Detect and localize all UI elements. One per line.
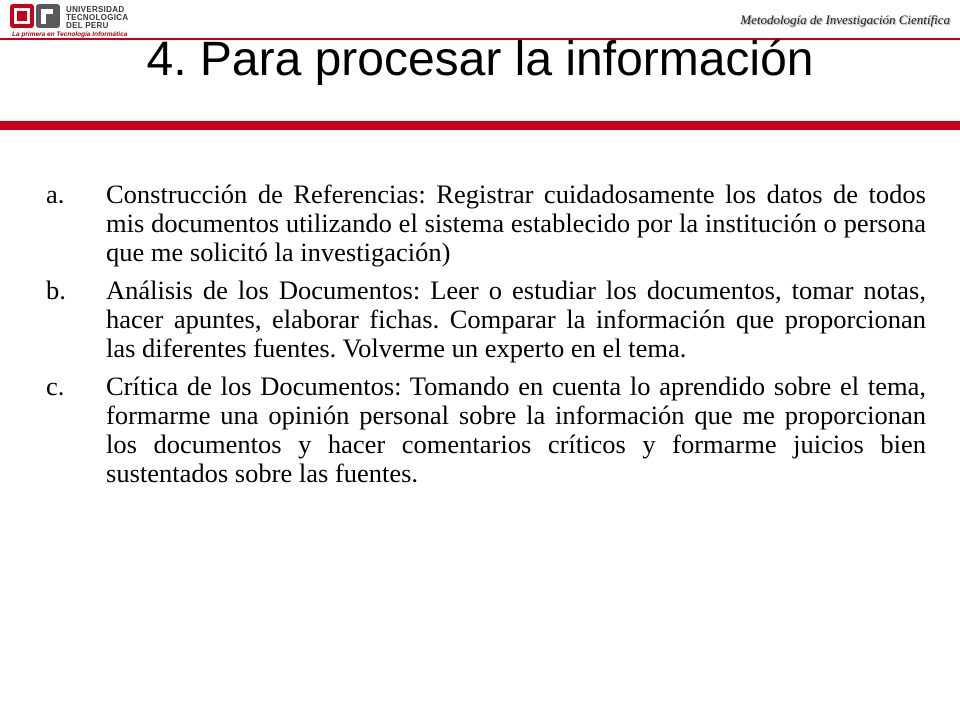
item-marker: c. — [46, 371, 65, 401]
logo-wordmark — [66, 6, 128, 30]
list-item — [46, 276, 926, 363]
course-name: Metodología de Investigación Científica — [740, 12, 950, 27]
utp-logo-icon — [10, 4, 62, 30]
item-text: Construcción de Referencias: Registrar cuidadosamente los datos de todos mis documentos utilizando el sistema establecido por la institución o persona que me solicitó la investigación) — [106, 179, 926, 267]
item-text: Análisis de los Documentos: Leer o estudiar los documentos, tomar notas, hacer apuntes, elaborar fichas. Comparar la información que proporcionan las diferentes fuentes. Volverme un experto en el tema. — [106, 275, 926, 363]
item-marker: b. — [46, 275, 66, 305]
logo-line-2: TECNOLOGICA — [66, 13, 129, 22]
list-item — [46, 372, 926, 488]
logo-tagline: La primera en Tecnología Informática — [12, 31, 128, 38]
content-list — [46, 180, 926, 497]
logo-line-3: DEL PERU — [66, 21, 109, 30]
slide-title: 4. Para procesar la información — [146, 33, 814, 86]
item-text: Crítica de los Documentos: Tomando en cuenta lo aprendido sobre el tema, formarme una opinión personal sobre la información que me proporcionan los documentos y hacer comentarios críticos y formarme juicios bien sustentados sobre las fuentes. — [106, 371, 926, 488]
item-marker: a. — [46, 179, 65, 209]
title-divider — [0, 121, 960, 130]
list-item — [46, 180, 926, 267]
logo-line-1: UNIVERSIDAD — [66, 5, 125, 14]
